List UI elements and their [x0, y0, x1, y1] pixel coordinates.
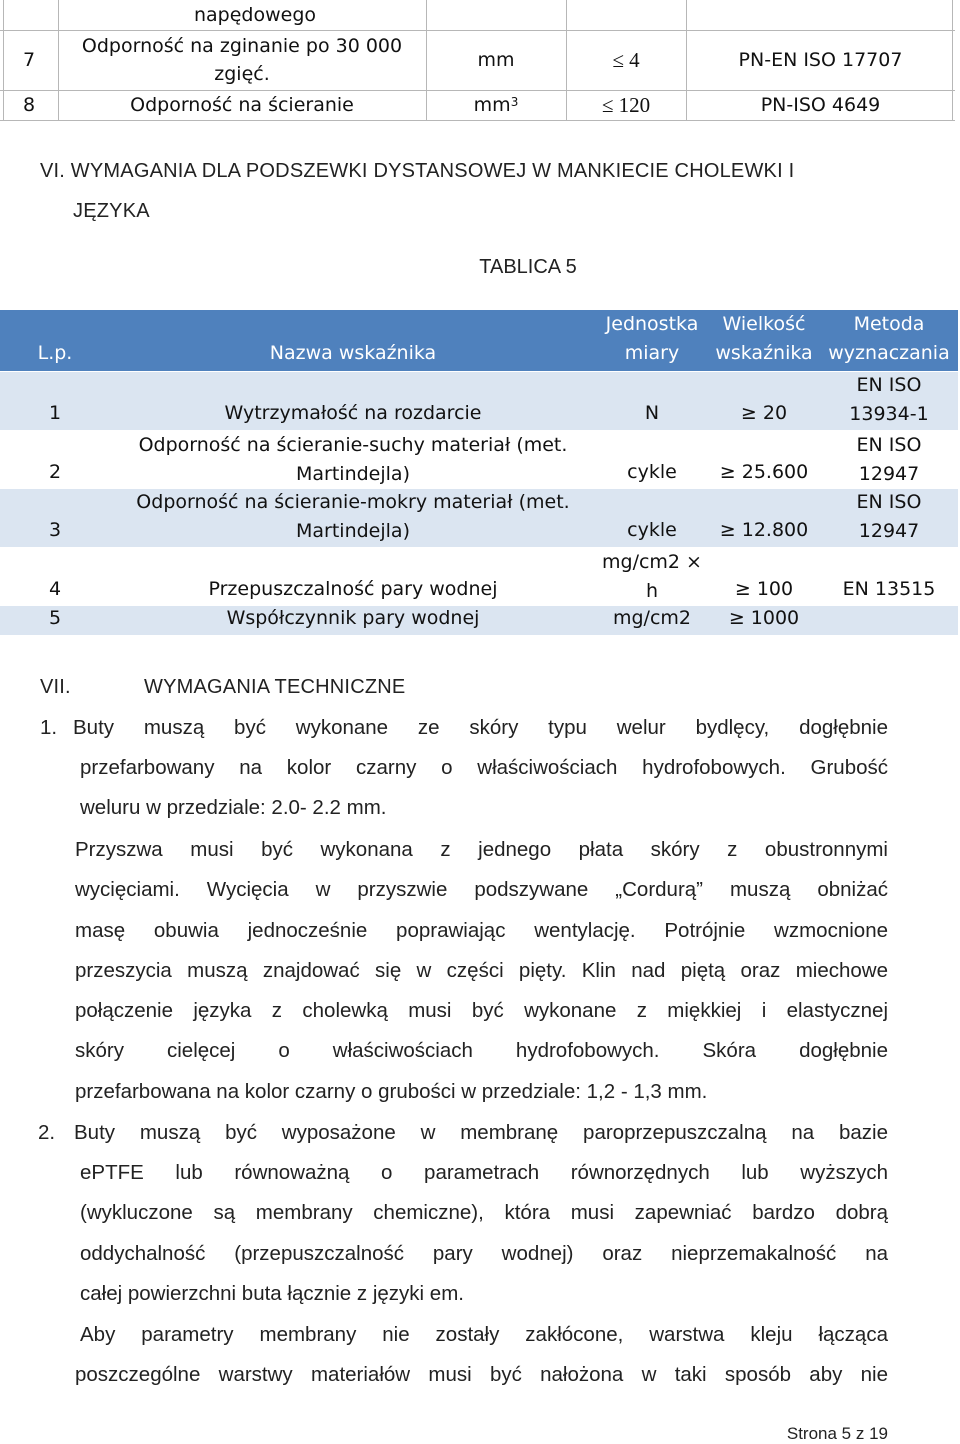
previous-table-fragment: [0, 0, 955, 120]
item-1-paragraph-2: Przyszwa musi być wykonana z jednego płata skóry z obustronnymi wycięciami. Wycięcia w przyszwie podszywane „Cordurą” muszą obniżać masę obuwia jednocześnie poprawiając wentylację. Potrójnie wzmocnione przeszycia muszą znajdować się w części pięty. Klin nad piętą oraz miechowe połączenie języka z cholewką musi być wykonane z miękkiej i elastycznej skóry cielęcej o właściwościach hydrofobowych. Skóra dogłębnie przefarbowana na kolor czarny o grubości w przedziale: 1,2 - 1,3 mm.: [75, 838, 888, 1103]
table-border: [3, 0, 4, 120]
row-unit: mm $^3$: [473, 94, 519, 116]
table-row: [0, 90, 955, 121]
row-unit: mg/cm2: [612, 607, 691, 629]
table-row: [0, 606, 958, 635]
table-row: [0, 30, 955, 91]
row-unit: cykle: [627, 519, 677, 541]
item-2-text: Buty muszą być wyposażone w membranę paroprzepuszczalną na bazie: [74, 1121, 888, 1144]
table-row: [0, 549, 958, 606]
table-header: [0, 310, 958, 371]
row-unit: N: [644, 402, 660, 424]
item-number: 1.: [40, 716, 58, 739]
section-heading-continued: JĘZYKA: [73, 200, 150, 222]
row-name: Wytrzymałość na rozdarcie: [224, 402, 482, 424]
row-number: 5: [48, 607, 62, 629]
table-row: [0, 0, 955, 31]
item-2-text-continued: ePTFE lub równoważną o parametrach równorzędnych lub wyższych (wykluczone są membrany chemiczne), która musi zapewniać bardzo dobrą oddychalność (przepuszczalność pary wodnej) oraz nieprzemakalność na całej powierzchni buta łącznie z języki em.: [80, 1161, 888, 1305]
row-method: EN ISO 13934-1: [849, 374, 929, 425]
item-2-paragraph-2-continued: poszczególne warstwy materiałów musi być nałożona w taki sposób aby nie: [75, 1363, 888, 1386]
row-number: 1: [48, 402, 62, 424]
col-header-lp: L.p.: [37, 342, 73, 364]
row-value: ≤ 4: [612, 48, 640, 72]
row-name: Odporność na ścieranie-mokry materiał (met. Martindejla): [136, 491, 570, 542]
section-heading: VI. WYMAGANIA DLA PODSZEWKI DYSTANSOWEJ W MANKIECIE CHOLEWKI I: [40, 160, 795, 182]
row-method: EN ISO 12947: [856, 433, 922, 485]
item-number: 2.: [38, 1121, 56, 1144]
row-number: 2: [48, 461, 62, 483]
row-method: EN 13515: [842, 578, 936, 600]
item-2-paragraph-2: Aby parametry membrany nie zostały zakłócone, warstwa kleju łącząca: [80, 1323, 888, 1346]
row-method: PN-ISO 4649: [760, 94, 881, 116]
table-row: [0, 432, 958, 489]
row-name: Współczynnik pary wodnej: [226, 607, 480, 629]
section-number: VII.: [40, 676, 71, 698]
table-border: [686, 0, 687, 120]
table-border: [426, 0, 427, 120]
section-heading: WYMAGANIA TECHNICZNE: [144, 676, 406, 698]
row-unit: cykle: [627, 461, 677, 483]
row-name: napędowego: [193, 4, 317, 26]
table-caption: TABLICA 5: [479, 256, 577, 278]
row-number: 4: [48, 578, 62, 600]
table-row: [0, 489, 958, 547]
row-method: PN-EN ISO 17707: [738, 49, 903, 71]
table-border: [58, 0, 59, 120]
table-border: [566, 0, 567, 120]
row-name: Odporność na zginanie po 30 000 zgięć.: [81, 35, 403, 85]
row-value: ≥ 25.600: [719, 461, 809, 483]
row-unit: mg/cm2 × h: [602, 550, 702, 602]
row-value: ≥ 100: [734, 578, 794, 600]
item-1-text: Buty muszą być wykonane ze skóry typu welur bydlęcy, dogłębnie: [73, 716, 888, 739]
row-value: ≤ 120: [601, 93, 651, 117]
row-method: EN ISO 12947: [856, 491, 922, 542]
row-number: 8: [22, 94, 36, 116]
row-name: Odporność na ścieranie-suchy materiał (met. Martindejla): [138, 433, 568, 485]
row-value: ≥ 12.800: [719, 519, 809, 541]
row-name: Odporność na ścieranie: [130, 94, 354, 116]
col-header-value: Wielkość wskaźnika: [715, 313, 813, 364]
row-number: 3: [48, 519, 62, 541]
col-header-unit: Jednostka miary: [605, 313, 699, 364]
item-1-text-continued: przefarbowany na kolor czarny o właściwościach hydrofobowych. Grubość weluru w przedziale: 2.0- 2.2 mm.: [80, 756, 888, 820]
col-header-method: Metoda wyznaczania: [828, 313, 950, 364]
row-number: 7: [22, 49, 36, 71]
row-unit: mm: [477, 49, 515, 71]
table-border: [952, 0, 953, 120]
table-row: [0, 372, 958, 430]
row-value: ≥ 1000: [728, 607, 800, 629]
row-name: Przepuszczalność pary wodnej: [208, 578, 498, 600]
col-header-name: Nazwa wskaźnika: [269, 342, 437, 364]
row-value: ≥ 20: [740, 402, 788, 424]
page-number: Strona 5 z 19: [786, 1424, 888, 1443]
